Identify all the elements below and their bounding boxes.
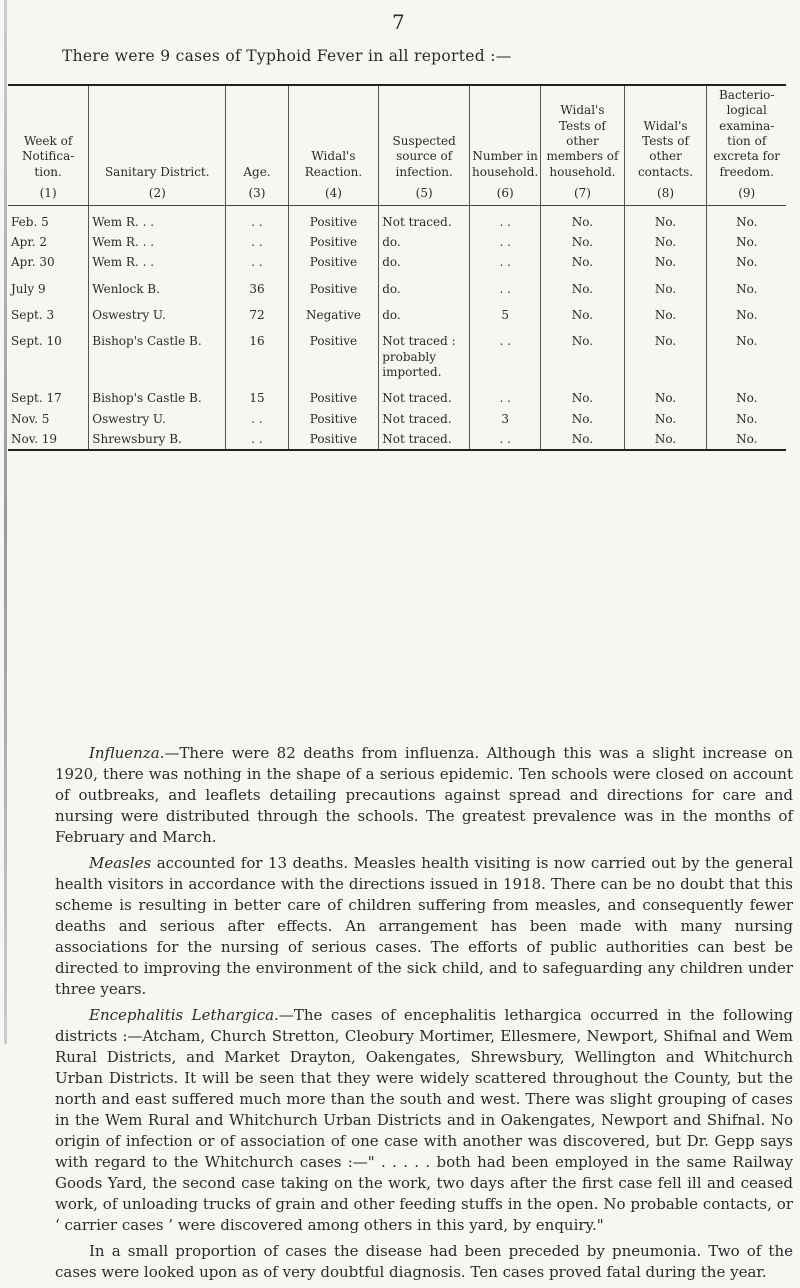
table-row [8, 429, 786, 450]
table-cell: Sept. 10 [11, 334, 62, 349]
report-text [55, 743, 793, 1288]
table-cell: No. [624, 382, 707, 408]
table-row [8, 382, 786, 408]
table-cell: do. [379, 232, 470, 252]
table-row [8, 232, 786, 252]
header-row [8, 85, 786, 205]
table-cell: No. [707, 429, 786, 450]
table-cell: . . [470, 382, 541, 408]
column-number: (9) [738, 186, 756, 201]
column-header [89, 85, 226, 205]
table-cell: No. [707, 273, 786, 299]
table-cell: . . [226, 232, 288, 252]
table-cell: do. [379, 299, 470, 325]
table-cell: Nov. 19 [11, 432, 57, 447]
column-header [288, 85, 379, 205]
column-header-label: Widal's Tests of other members of household. [546, 103, 619, 179]
table-cell: Negative [288, 299, 379, 325]
page-edge-shadow [4, 0, 7, 1044]
column-header-label: Widal's Reaction. [304, 149, 363, 179]
table-cell: Positive [288, 232, 379, 252]
column-number: (3) [248, 186, 266, 201]
table-cell: Wem R. . . [89, 252, 226, 272]
table-cell: Apr. 30 [11, 255, 55, 270]
paragraph-text: In a small proportion of cases the disease had been preceded by pneumonia. Two of the cases were looked upon as of very doubtful diagnosis. Ten cases proved fatal during the year. [55, 1242, 793, 1281]
table-cell: Bishop's Castle B. [89, 325, 226, 382]
table-cell: Positive [288, 409, 379, 429]
table-cell: Nov. 5 [11, 411, 50, 426]
table-cell: No. [707, 252, 786, 272]
table-row [8, 299, 786, 325]
table-cell: No. [541, 409, 624, 429]
column-header-label: Suspected source of infection. [392, 134, 456, 179]
table-cell: Wem R. . . [89, 205, 226, 232]
table-cell: Wenlock B. [89, 273, 226, 299]
table-cell: No. [624, 325, 707, 382]
table-cell: Sept. 17 [11, 391, 62, 406]
table-cell: No. [624, 299, 707, 325]
paragraph [55, 853, 793, 1000]
table-cell: Positive [288, 252, 379, 272]
table-cell: 15 [226, 382, 288, 408]
table-row [8, 409, 786, 429]
table-cell: Oswestry U. [89, 299, 226, 325]
table-cell: . . [470, 325, 541, 382]
table-cell: No. [624, 409, 707, 429]
column-number: (1) [39, 186, 57, 201]
table-cell: Oswestry U. [89, 409, 226, 429]
paragraph-heading: Measles [89, 854, 152, 872]
table-cell: Positive [288, 429, 379, 450]
table-cell: No. [707, 325, 786, 382]
column-header [707, 85, 786, 205]
typhoid-cases-table [8, 84, 786, 451]
table-cell: 72 [226, 299, 288, 325]
column-header-label: Widal's Tests of other contacts. [637, 118, 694, 179]
paragraph-heading: Influenza. [89, 744, 165, 762]
table-cell: Feb. 5 [11, 214, 49, 229]
table-cell: . . [470, 252, 541, 272]
table-cell: No. [624, 232, 707, 252]
table-cell: July 9 [11, 281, 46, 296]
table-cell: Bishop's Castle B. [89, 382, 226, 408]
table-cell: Apr. 2 [11, 234, 48, 249]
column-header-label: Week of Notifica-tion. [21, 134, 75, 179]
table-cell: No. [541, 382, 624, 408]
column-number: (4) [324, 186, 342, 201]
column-number: (6) [496, 186, 514, 201]
table-row [8, 252, 786, 272]
table-cell: Shrewsbury B. [89, 429, 226, 450]
table-row [8, 273, 786, 299]
column-header [226, 85, 288, 205]
table-cell: do. [379, 252, 470, 272]
table-cell: 16 [226, 325, 288, 382]
table-cell: Not traced. [379, 409, 470, 429]
table-cell: No. [624, 252, 707, 272]
table-header [8, 85, 786, 205]
table-cell: . . [226, 429, 288, 450]
table-cell: No. [541, 325, 624, 382]
table-cell: No. [541, 205, 624, 232]
column-header-label: Number in household. [472, 149, 539, 179]
table-cell: Positive [288, 382, 379, 408]
paragraph-text: accounted for 13 deaths. Measles health visiting is now carried out by the general health visitors in accordance with the directions issued in 1918. There can be no doubt that this scheme is resulting in better care of children suffering from measles, and consequently fewer deaths and serious after effects. An arrangement has been made with many nursing associations for the nursing of serious cases. The efforts of public authorities can best be directed to improving the environment of the sick child, and to safeguarding any children under three years. [55, 854, 793, 998]
table-cell: do. [379, 273, 470, 299]
table-cell: No. [707, 205, 786, 232]
column-number: (8) [657, 186, 675, 201]
table-cell: Not traced. [379, 382, 470, 408]
table-cell: No. [624, 273, 707, 299]
table-cell: No. [624, 429, 707, 450]
table-cell: Not traced : probably imported. [379, 325, 470, 382]
table-cell: No. [541, 252, 624, 272]
column-header [624, 85, 707, 205]
paragraph-heading: Encephalitis Lethargica. [89, 1006, 279, 1024]
table-cell: 5 [470, 299, 541, 325]
table-cell: . . [470, 273, 541, 299]
column-header-label: Sanitary District. [104, 164, 210, 179]
table-cell: No. [707, 232, 786, 252]
table-row [8, 325, 786, 382]
table-cell: No. [541, 429, 624, 450]
table-cell: Not traced. [379, 429, 470, 450]
column-header [8, 85, 89, 205]
intro-sentence: There were 9 cases of Typhoid Fever in all reported :— [62, 47, 512, 65]
table-cell: . . [470, 205, 541, 232]
table-cell: Positive [288, 325, 379, 382]
paragraph-text: —The cases of encephalitis lethargica occurred in the following districts :—Atcham, Church Stretton, Cleobury Mortimer, Ellesmere, Newport, Shifnal and Wem Rural Districts, and Market Drayton, Oakengates, Shrewsbury, Wellington and Whitchurch Urban Districts. It will be seen that they were widely scattered throughout the County, but the north and east suffered much more than the south and west. There was slight grouping of cases in the Wem Rural and Whitchurch Urban Districts and in Oakengates, Newport and Shifnal. No origin of infection or of association of one case with another was discovered, but Dr. Gepp says with regard to the Whitchurch cases :—" . . . . . both had been employed in the same Railway Goods Yard, the second case taking on the work, two days after the first case fell ill and ceased work, of unloading trucks of grain and other feeding stuffs in the open. No probable contacts, or ‘ carrier cases ’ were discovered among others in this yard, by enquiry." [55, 1006, 794, 1234]
paragraph [55, 1241, 793, 1283]
typhoid-table-container [8, 84, 786, 451]
table-body [8, 205, 786, 450]
column-number: (2) [148, 186, 166, 201]
column-header [379, 85, 470, 205]
paragraph [55, 743, 793, 848]
page-number: 7 [392, 10, 405, 34]
table-cell: . . [470, 429, 541, 450]
table-cell: No. [707, 299, 786, 325]
table-cell: 36 [226, 273, 288, 299]
table-row [8, 205, 786, 232]
column-header [470, 85, 541, 205]
table-cell: . . [226, 205, 288, 232]
column-header-label: Bacterio-logical examina-tion of excreta for freedom. [713, 88, 781, 179]
table-cell: 3 [470, 409, 541, 429]
table-cell: Sept. 3 [11, 307, 55, 322]
table-cell: Not traced. [379, 205, 470, 232]
table-cell: Positive [288, 205, 379, 232]
table-cell: No. [541, 273, 624, 299]
column-number: (5) [415, 186, 433, 201]
table-cell: Wem R. . . [89, 232, 226, 252]
paragraph [55, 1005, 793, 1236]
table-cell: Positive [288, 273, 379, 299]
table-cell: No. [541, 299, 624, 325]
column-header-label: Age. [243, 164, 271, 179]
table-cell: No. [707, 382, 786, 408]
table-cell: . . [226, 252, 288, 272]
table-cell: . . [470, 232, 541, 252]
table-cell: No. [624, 205, 707, 232]
table-cell: No. [707, 409, 786, 429]
column-number: (7) [573, 186, 591, 201]
paragraph-text: —There were 82 deaths from influenza. Although this was a slight increase on 1920, there was nothing in the shape of a serious epidemic. Ten schools were closed on account of outbreaks, and leaflets detailing precautions against spread and directions for care and nursing were distributed through the schools. The greatest prevalence was in the months of February and March. [55, 744, 793, 846]
column-header [541, 85, 624, 205]
table-cell: . . [226, 409, 288, 429]
table-cell: No. [541, 232, 624, 252]
